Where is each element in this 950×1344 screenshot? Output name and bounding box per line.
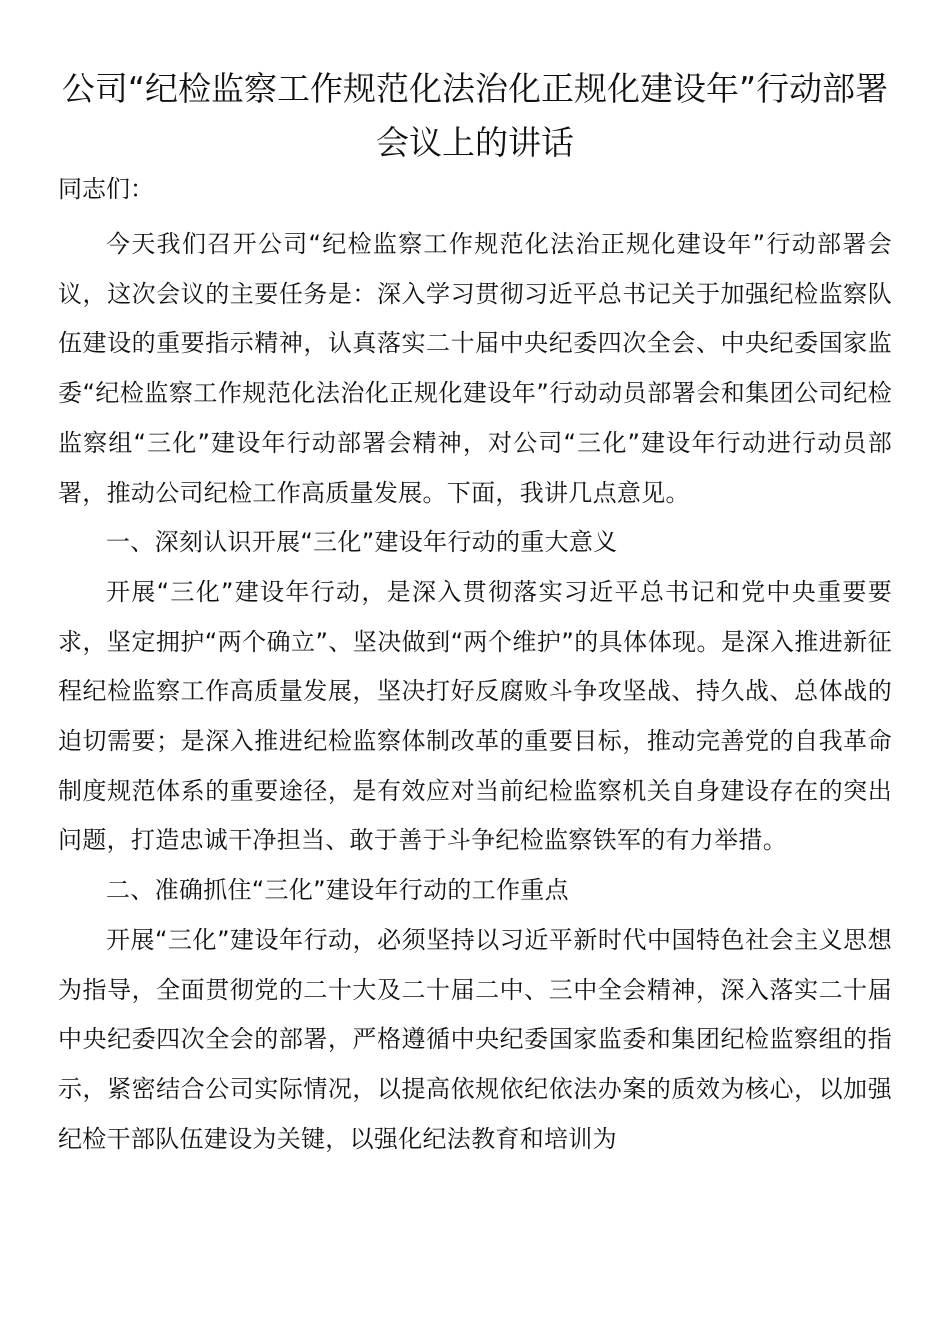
intro-paragraph: 今天我们召开公司“纪检监察工作规范化法治正规化建设年”行动部署会议，这次会议的主要任务是：深入学习贯彻习近平总书记关于加强纪检监察队伍建设的重要指示精神，认真落实二十届中央纪委四次全会、中央纪委国家监委“纪检监察工作规范化法治化正规化建设年”行动动员部署会和集团公司纪检监察组“三化”建设年行动部署会精神，对公司“三化”建设年行动进行动员部署，推动公司纪检工作高质量发展。下面，我讲几点意见。 bbox=[58, 230, 892, 507]
section-1-heading: 一、深刻认识开展“三化”建设年行动的重大意义 bbox=[106, 528, 618, 557]
section-2-heading: 二、准确抓住“三化”建设年行动的工作重点 bbox=[106, 876, 569, 905]
section-1-paragraph: 开展“三化”建设年行动，是深入贯彻落实习近平总书记和党中央重要要求，坚定拥护“两个确立”、坚决做到“两个维护”的具体体现。是深入推进新征程纪检监察工作高质量发展，坚决打好反腐败斗争攻坚战、持久战、总体战的迫切需要；是深入推进纪检监察体制改革的重要目标，推动完善党的自我革命制度规范体系的重要途径，是有效应对当前纪检监察机关自身建设存在的突出问题，打造忠诚干净担当、敢于善于斗争纪检监察铁军的有力举措。 bbox=[58, 577, 892, 855]
salutation: 同志们： bbox=[58, 175, 154, 203]
document-title: 公司“纪检监察工作规范化法治化正规化建设年”行动部署会议上的讲话 bbox=[61, 69, 889, 162]
section-2-paragraph: 开展“三化”建设年行动，必须坚持以习近平新时代中国特色社会主义思想为指导，全面贯彻党的二十大及二十届二中、三中全会精神，深入落实二十届中央纪委四次全会的部署，严格遵循中央纪委国家监委和集团纪检监察组的指示，紧密结合公司实际情况，以提高依规依纪依法办案的质效为核心，以加强纪检干部队伍建设为关键，以强化纪法教育和培训为 bbox=[58, 925, 892, 1153]
document-page bbox=[58, 62, 892, 1164]
